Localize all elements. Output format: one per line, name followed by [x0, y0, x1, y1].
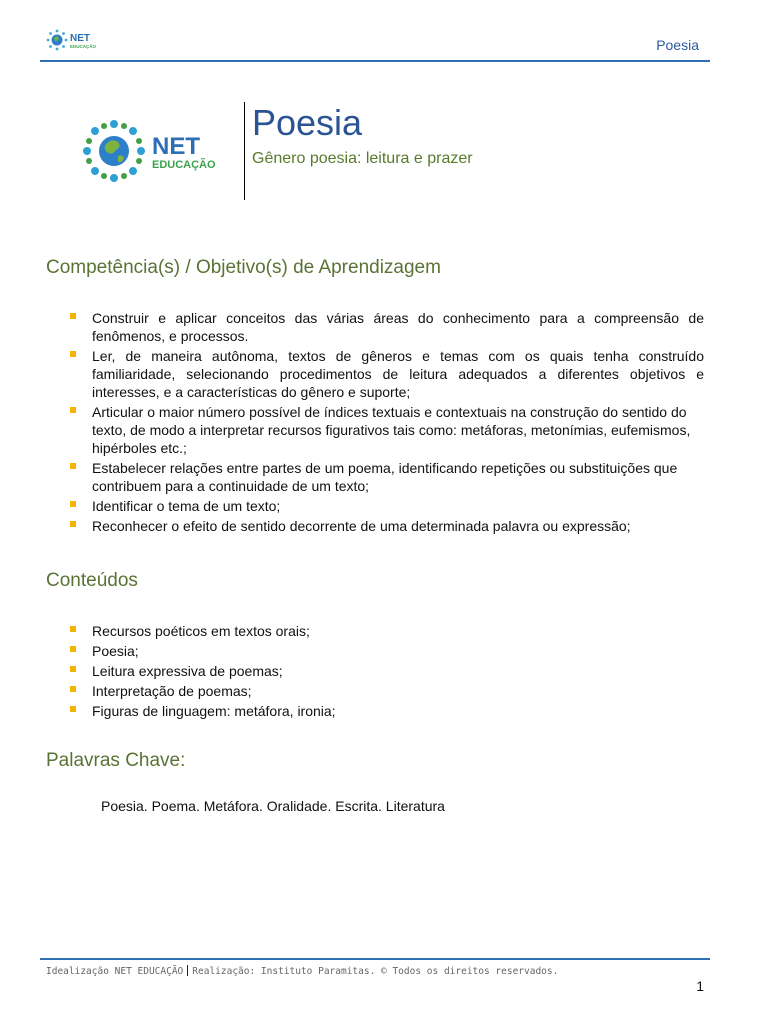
footer-idealizacao: Idealização NET EDUCAÇÃO: [46, 966, 184, 977]
list-item: Recursos poéticos em textos orais;: [70, 622, 704, 640]
section-heading-palavras-chave: Palavras Chave:: [46, 750, 186, 771]
bullet-square-icon: [70, 501, 76, 507]
keywords-text: Poesia. Poema. Metáfora. Oralidade. Escrita. Literatura: [101, 798, 445, 814]
svg-text:EDUCAÇÃO: EDUCAÇÃO: [152, 159, 216, 171]
bullet-square-icon: [70, 646, 76, 652]
bullet-square-icon: [70, 313, 76, 319]
net-educacao-wordmark: [152, 133, 216, 171]
footer-realizacao: Realização: Instituto Paramitas. © Todos os direitos reservados.: [192, 966, 559, 977]
bullet-square-icon: [70, 407, 76, 413]
bullet-square-icon: [70, 521, 76, 527]
list-item: Identificar o tema de um texto;: [70, 497, 704, 515]
net-wordmark: [70, 33, 97, 49]
footer-divider: [40, 958, 710, 960]
list-item: Construir e aplicar conceitos das várias áreas do conhecimento para a compreensão de fenômenos, e processos.: [70, 309, 704, 345]
page-number: 1: [696, 978, 704, 994]
svg-text:EDUCAÇÃO: EDUCAÇÃO: [70, 44, 97, 49]
footer-separator: [187, 965, 188, 976]
bullet-square-icon: [70, 463, 76, 469]
svg-text:NET: NET: [152, 133, 200, 160]
bullet-square-icon: [70, 626, 76, 632]
net-educacao-logo: [80, 116, 220, 186]
bullet-square-icon: [70, 666, 76, 672]
bullet-square-icon: [70, 351, 76, 357]
running-title: Poesia: [656, 37, 699, 53]
document-subtitle: Gênero poesia: leitura e prazer: [252, 150, 473, 167]
section-heading-conteudos: Conteúdos: [46, 570, 138, 591]
list-item: Leitura expressiva de poemas;: [70, 662, 704, 680]
footer-credits: [46, 965, 558, 977]
hero-divider: [244, 102, 245, 200]
list-item: Ler, de maneira autônoma, textos de gêneros e temas com os quais tenha construído familiaridade, selecionando procedimentos de leitura adequados a diferentes objetivos e interesses, e a características do gênero e suporte;: [70, 347, 704, 401]
globe-people-icon: [83, 120, 145, 182]
conteudos-list: [70, 622, 704, 722]
list-item: Poesia;: [70, 642, 704, 660]
bullet-square-icon: [70, 706, 76, 712]
list-item: Estabelecer relações entre partes de um poema, identificando repetições ou substituições que contribuem para a continuidade de um texto;: [70, 459, 704, 495]
section-heading-competencias: Competência(s) / Objetivo(s) de Aprendizagem: [46, 257, 441, 278]
header-divider: [40, 60, 710, 62]
list-item: Articular o maior número possível de índices textuais e contextuais na construção do sentido do texto, de modo a interpretar recursos figurativos tais como: metáforas, metonímias, eufemismos, hipérboles etc.;: [70, 403, 704, 457]
list-item: Reconhecer o efeito de sentido decorrente de uma determinada palavra ou expressão;: [70, 517, 704, 535]
competencias-list: [70, 309, 704, 537]
globe-logo-icon: [47, 30, 68, 51]
svg-text:NET: NET: [70, 33, 90, 44]
net-educacao-logo-small: [46, 28, 110, 52]
list-item: Figuras de linguagem: metáfora, ironia;: [70, 702, 704, 720]
bullet-square-icon: [70, 686, 76, 692]
list-item: Interpretação de poemas;: [70, 682, 704, 700]
document-title: Poesia: [252, 102, 363, 143]
